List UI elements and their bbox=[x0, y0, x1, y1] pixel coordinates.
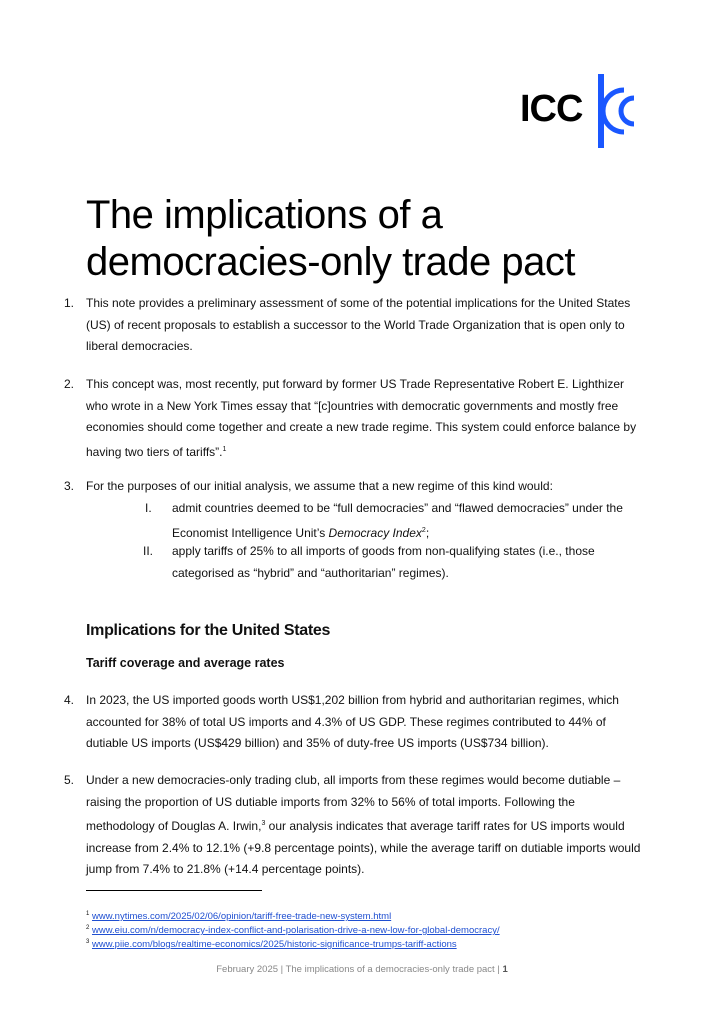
paragraph-number: 3. bbox=[64, 479, 75, 493]
sub-item-1-tail: ; bbox=[425, 525, 430, 540]
footnote-ref: 3 bbox=[261, 820, 266, 827]
footnote-2 bbox=[86, 922, 500, 937]
paragraph-number: 5. bbox=[64, 773, 75, 787]
logo-text: ICC bbox=[520, 88, 583, 130]
icc-brand-mark-icon bbox=[594, 74, 640, 148]
section-heading: Implications for the United States bbox=[86, 622, 331, 639]
footnote-1 bbox=[86, 908, 391, 923]
icc-logo bbox=[520, 74, 640, 148]
paragraph-number: 1. bbox=[64, 296, 75, 310]
subsection-heading: Tariff coverage and average rates bbox=[86, 656, 285, 670]
footnote-number: 1 bbox=[86, 911, 90, 917]
paragraph-1: This note provides a preliminary assessment of some of the potential implications for the United States (US) of recent proposals to establish a successor to the World Trade Organization that is open only to liberal democracies. bbox=[86, 296, 631, 353]
page-number: 1 bbox=[502, 964, 508, 975]
paragraph-2-text: This concept was, most recently, put forward by former US Trade Representative Robert E. Lighthizer who wrote in a New York Times essay that “[c]ountries with democratic governments and mostly free economies should come together and create a new trade regime. This system could enforce balance by having two tiers of tariffs”. bbox=[86, 377, 637, 459]
footnote-link[interactable]: www.nytimes.com/2025/02/06/opinion/tariff-free-trade-new-system.html bbox=[91, 911, 392, 923]
footnote-ref: 1 bbox=[222, 445, 227, 453]
sub-item-number: II. bbox=[143, 544, 154, 558]
sub-item-number: I. bbox=[145, 501, 152, 515]
footnote-ref: 2 bbox=[421, 526, 426, 534]
footnote-link[interactable]: www.piie.com/blogs/realtime-economics/2025/historic-significance-trumps-tariff-actions bbox=[91, 939, 457, 951]
footer-text: February 2025 | The implications of a democracies-only trade pact | bbox=[216, 964, 503, 975]
footnote-number: 3 bbox=[86, 939, 90, 945]
footnote-3 bbox=[86, 936, 457, 951]
paragraph-2 bbox=[86, 374, 646, 463]
page-footer bbox=[0, 964, 724, 975]
footnote-number: 2 bbox=[86, 925, 90, 931]
sub-item-1-text: admit countries deemed to be “full democracies” and “flawed democracies” under the Economist Intelligence Unit’s bbox=[172, 501, 623, 540]
sub-item-2: apply tariffs of 25% to all imports of goods from non-qualifying states (i.e., those categorised as “hybrid” and “authoritarian” regimes). bbox=[172, 544, 595, 580]
page-title: The implications of a democracies-only trade pact bbox=[86, 193, 575, 284]
paragraph-number: 2. bbox=[64, 377, 75, 391]
sub-item-1 bbox=[172, 498, 642, 544]
paragraph-number: 4. bbox=[64, 693, 75, 707]
footnote-divider bbox=[86, 890, 262, 891]
footnote-link[interactable]: www.eiu.com/n/democracy-index-conflict-and-polarisation-drive-a-new-low-for-global-democracy/ bbox=[91, 925, 500, 937]
paragraph-5 bbox=[86, 770, 646, 881]
paragraph-3: For the purposes of our initial analysis, we assume that a new regime of this kind would: bbox=[86, 479, 553, 493]
paragraph-5-text: Under a new democracies-only trading club, all imports from these regimes would become dutiable – raising the proportion of US dutiable imports from 32% to 56% of total imports. Following the methodology of Douglas A. Irwin, bbox=[86, 773, 621, 833]
paragraph-4: In 2023, the US imported goods worth US$1,202 billion from hybrid and authoritarian regimes, which accounted for 38% of total US imports and 4.3% of US GDP. These regimes contributed to 44% of dutiable US imports (US$429 billion) and 35% of duty-free US imports (US$734 billion). bbox=[86, 693, 619, 750]
paragraph-5-tail: our analysis indicates that average tariff rates for US imports would increase from 2.4% to 12.1% (+9.8 percentage points), while the average tariff on dutiable imports would jump from 7.4% to 21.8% (+14.4 percentage points). bbox=[86, 819, 641, 876]
democracy-index-title: Democracy Index bbox=[328, 525, 422, 540]
